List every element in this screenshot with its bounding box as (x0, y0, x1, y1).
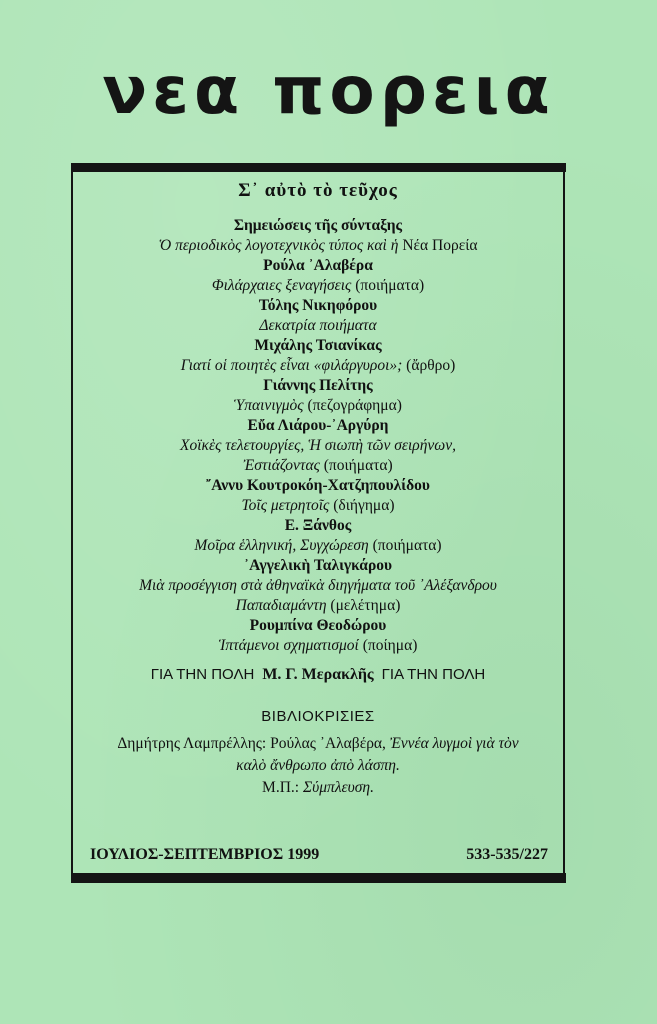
city-label-right: ΓΙΑ ΤΗΝ ΠΟΛΗ (381, 666, 486, 683)
entry-title: Φιλάρχαιες ξεναγήσεις (ποιήματα) (211, 277, 425, 294)
entry-title: Ὑπαινιγμὸς (πεζογράφημα) (234, 397, 402, 414)
entry-author: Σημειώσεις τῆς σύνταξης (233, 217, 403, 234)
entry-author: ῎Αννυ Κουτροκόη-Χατζηπουλίδου (206, 477, 430, 494)
magazine-title: νεα πορεια (102, 52, 555, 129)
entry-title: Χοϊκὲς τελετουργίες, Ἡ σιωπὴ τῶν σειρήνων, (180, 437, 456, 454)
review-line: Μ.Π.: Σύμπλευση. (262, 779, 374, 796)
entry-author: Ρουμπίνα Θεοδώρου (249, 617, 387, 634)
bottom-rule (71, 873, 566, 883)
city-author: Μ. Γ. Μερακλῆς (262, 666, 374, 683)
contents-heading: Σ᾿ αὐτὸ τὸ τεῦχος (238, 180, 398, 201)
toc-entry (73, 616, 563, 656)
review-line-continued: καλὸ ἄνθρωπο ἀπὸ λάσπη. (236, 757, 400, 774)
entry-title-continued: Παπαδιαμάντη (μελέτημα) (235, 597, 401, 614)
review-line: Δημήτρης Λαμπρέλλης: Ρούλας ᾿Αλαβέρα, Ἐννέα λυγμοὶ γιὰ τὸν (117, 735, 519, 752)
toc-entry (73, 556, 563, 616)
entry-author: Τόλης Νικηφόρου (258, 297, 378, 314)
entry-author: Γιάννης Πελίτης (263, 377, 373, 394)
toc-entry (73, 416, 563, 476)
toc-entry (73, 476, 563, 516)
entry-title: Ἱπτάμενοι σχηματισμοί (ποίημα) (218, 637, 418, 654)
entry-author: Εὔα Λιάρου-᾿Αργύρη (247, 417, 389, 434)
toc-entry (73, 256, 563, 296)
entry-title-continued: Ἐστιάζοντας (ποιήματα) (243, 457, 393, 474)
entry-author: ᾿Αγγελικὴ Ταλιγκάρου (243, 557, 393, 574)
issue-date: ΙΟΥΛΙΟΣ-ΣΕΠΤΕΜΒΡΙΟΣ 1999 (90, 846, 320, 863)
toc-entry (73, 516, 563, 556)
toc-entry (73, 376, 563, 416)
entry-title: Τοῖς μετρητοῖς (διήγημα) (241, 497, 395, 514)
city-label-left: ΓΙΑ ΤΗΝ ΠΟΛΗ (150, 666, 255, 683)
toc-entry (73, 296, 563, 336)
entry-author: Ρούλα ᾿Αλαβέρα (263, 257, 373, 274)
toc-entry (73, 336, 563, 376)
entry-title: Μιὰ προσέγγιση στὰ ἀθηναϊκὰ διηγήματα τοῦ ᾿Αλέξανδρου (139, 577, 497, 594)
entry-title: Ὁ περιοδικὸς λογοτεχνικὸς τύπος καὶ ἡ Νέα Πορεία (158, 237, 478, 254)
table-of-contents (73, 180, 563, 799)
city-feature-line (73, 664, 563, 686)
issue-number: 533-535/227 (466, 846, 548, 863)
entry-title: Γιατί οἱ ποιητὲς εἶναι «φιλάργυροι»; (ἄρθρο) (180, 357, 456, 374)
entry-title: Δεκατρία ποιήματα (259, 317, 377, 334)
entry-title: Μοῖρα ἑλληνική, Συγχώρεση (ποιήματα) (194, 537, 442, 554)
reviews-heading: ΒΙΒΛΙΟΚΡΙΣΙΕΣ (261, 708, 375, 725)
entry-author: Ε. Ξάνθος (284, 517, 352, 534)
entry-author: Μιχάλης Τσιανίκας (254, 337, 382, 354)
toc-entry (73, 216, 563, 256)
